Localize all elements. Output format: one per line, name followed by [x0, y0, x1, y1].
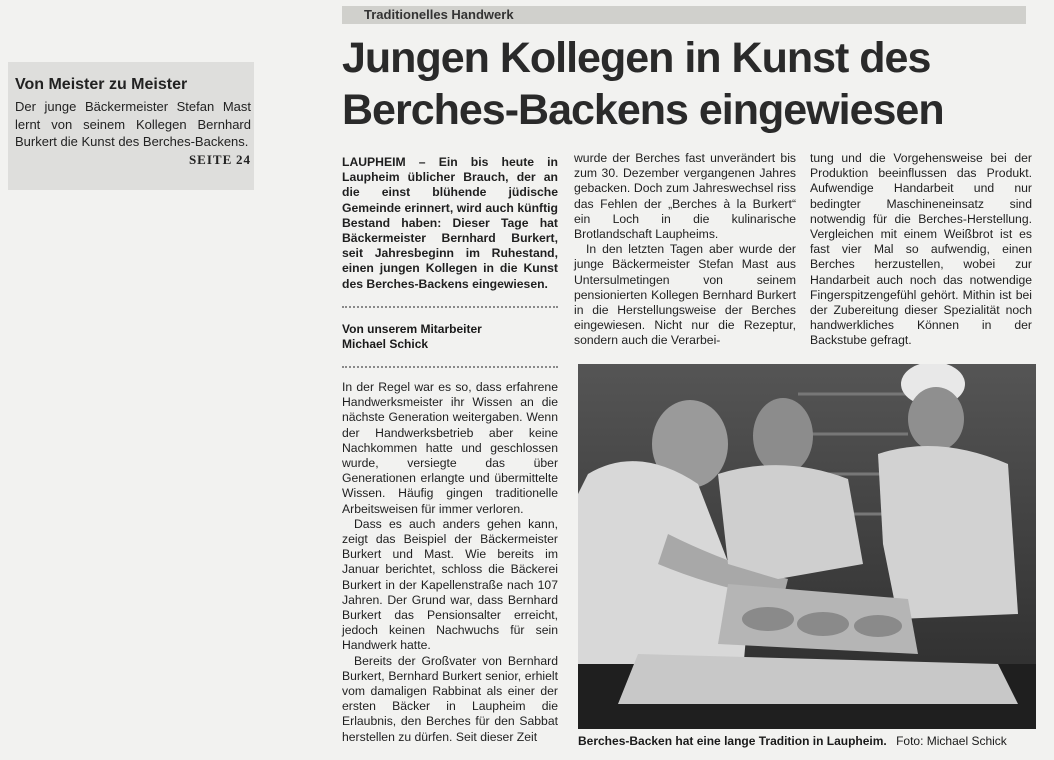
divider-top — [342, 306, 558, 308]
column-3 — [810, 151, 1032, 349]
divider-bottom — [342, 366, 558, 368]
teaser-text — [15, 98, 251, 170]
byline — [342, 322, 557, 352]
col1-paragraph-2: Dass es auch anders gehen kann, zeigt das Beispiel der Bäckermeister Burkert und Mast. Wie bereits im Januar berichtet, schloss die Bäckerei Burkert in der Kapellenstraße nach 107 Jahren. Der Grund war, dass Bernhard Burkert das Pensionsalter erreicht, jedoch keinen Nachwuchs für sein Handwerk hatte. — [342, 516, 558, 653]
teaser-page-number: 24 — [236, 151, 251, 167]
kicker-text: Traditionelles Handwerk — [364, 7, 514, 22]
photo-credit: Foto: Michael Schick — [896, 734, 1007, 748]
col3-paragraph-1: tung und die Vorgehensweise bei der Produktion beeinflussen das Produkt. Aufwendige Handarbeit und nur bedingter Maschineneinsatz sind notwendig für die Berches-Herstellung. Vergleichen mit einem Weißbrot ist es fast vier Mal so aufwendig, einen Berches herzustellen, wobei zur Handarbeit auch noch das notwendige Fingerspitzengefühl gehört. Mithin ist bei der Zubereitung dieser Spezialität noch handwerkliches Können in der Backstube gefragt. — [810, 151, 1032, 348]
bakery-photo — [578, 364, 1036, 729]
teaser-box — [8, 62, 254, 190]
teaser-page-ref — [189, 151, 251, 171]
byline-line1: Von unserem Mitarbeiter — [342, 322, 482, 336]
headline: Jungen Kollegen in Kunst des Berches-Backens eingewiesen — [342, 34, 944, 134]
column-2 — [574, 151, 796, 349]
col1-paragraph-1: In der Regel war es so, dass erfahrene Handwerksmeister ihr Wissen an die nächste Generation weitergaben. Wenn der Handwerksbetrieb aber keine Nachkommen hatte und geschlossen wurde, versiegte das über Generationen erlangte und übermittelte Wissen. Häufig gingen traditionelle Arbeitsweisen für immer verloren. — [342, 380, 558, 516]
col2-paragraph-1: wurde der Berches fast unverändert bis zum 30. Dezember vergangenen Jahres gebacken. Doch zum Jahreswechsel riss das Fehlen der „Berches à la Burkert“ ein Loch in die kulinarische Brotlandschaft Laupheims. — [574, 151, 796, 242]
section-kicker — [342, 6, 1026, 24]
photo-caption — [578, 734, 1007, 748]
teaser-body: Der junge Bäckermeister Stefan Mast lernt von seinem Kollegen Bernhard Burkert die Kunst des Berches-Backens. — [15, 99, 251, 149]
col1-paragraph-3: Bereits der Großvater von Bernhard Burkert, Bernhard Burkert senior, erhielt vom damaligen Rabbinat als einer der ersten Bäcker in Laupheim die Erlaubnis, den Berches für den Sabbat herstellen zu dürfen. Seit dieser Zeit — [342, 653, 558, 744]
teaser-title: Von Meister zu Meister — [15, 76, 188, 93]
lead-text: LAUPHEIM – Ein bis heute in Laupheim üblicher Brauch, der an die einst blühende jüdische Gemeinde erinnert, wird auch künftig Bestand haben: Dieser Tage hat Bäckermeister Bernhard Burkert, seit Jahresbeginn im Ruhestand, einen jungen Kollegen in die Kunst des Berches-Backens eingewiesen. — [342, 155, 558, 291]
teaser-page-label: SEITE — [188, 151, 233, 167]
byline-author: Michael Schick — [342, 337, 429, 351]
col2-paragraph-2: In den letzten Tagen aber wurde der junge Bäckermeister Stefan Mast aus Untersulmetingen von seinem pensionierten Kollegen Bernhard Burkert in die Herstellungsweise der Berches eingewiesen. Nicht nur die Rezeptur, sondern auch die Verarbei- — [574, 242, 796, 348]
lead-paragraph — [342, 155, 558, 292]
bakery-photo-illustration — [578, 364, 1036, 729]
caption-text: Berches-Backen hat eine lange Tradition in Laupheim. — [578, 734, 887, 748]
column-1 — [342, 380, 558, 745]
